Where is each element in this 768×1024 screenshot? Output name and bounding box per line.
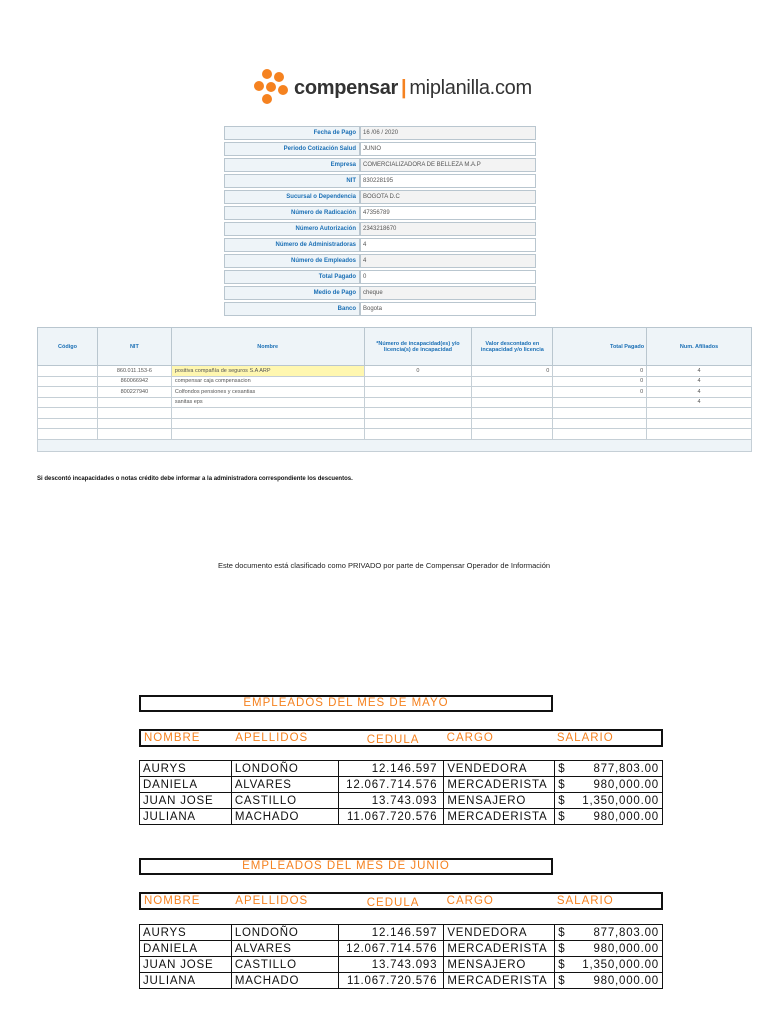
cell-empty: [38, 418, 98, 429]
salary-value: 877,803.00: [593, 762, 659, 775]
info-label: Sucursal o Dependencia: [224, 190, 360, 204]
cell-nombre: AURYS: [140, 925, 232, 941]
cell-cargo: MERCADERISTA: [444, 941, 555, 957]
info-row-empleados: [224, 254, 536, 268]
table-row: [140, 809, 663, 825]
logo-brand: compensar: [294, 76, 399, 99]
info-label: Empresa: [224, 158, 360, 172]
header-cedula: CEDULA: [366, 734, 420, 746]
logo-site: miplanilla.com: [409, 76, 532, 99]
cell-nit: 800227940: [97, 387, 171, 398]
currency-symbol: $: [558, 942, 566, 955]
table-row: [140, 925, 663, 941]
cell-valor-descontado: [472, 376, 553, 387]
table-row: [38, 387, 752, 398]
cell-apellidos: CASTILLO: [231, 793, 339, 809]
administradoras-table: [37, 327, 752, 452]
table-row: [140, 957, 663, 973]
info-value: 830228195: [360, 174, 536, 188]
cell-cedula: 13.743.093: [339, 793, 444, 809]
info-label: Número de Radicación: [224, 206, 360, 220]
cell-nombre: DANIELA: [140, 941, 232, 957]
info-value: cheque: [360, 286, 536, 300]
cell-afiliados: 4: [647, 397, 752, 408]
cell-apellidos: ALVARES: [231, 777, 339, 793]
cell-total-pagado: [553, 397, 647, 408]
info-label: Número de Administradoras: [224, 238, 360, 252]
info-label: Fecha de Pago: [224, 126, 360, 140]
cell-nombre: AURYS: [140, 761, 232, 777]
cell-incapacidades: [364, 376, 472, 387]
cell-empty: [97, 429, 171, 440]
cell-cedula: 12.146.597: [339, 761, 444, 777]
empleados-mayo-header: [139, 729, 663, 747]
header-salario: SALARIO: [556, 732, 614, 744]
cell-empty: [171, 408, 364, 419]
info-label: Número Autorización: [224, 222, 360, 236]
col-header-codigo: Código: [38, 328, 98, 366]
header-apellidos: APELLIDOS: [235, 732, 309, 744]
info-value: 4: [360, 254, 536, 268]
info-row-medio-pago: [224, 286, 536, 300]
cell-empty: [472, 408, 553, 419]
cell-cargo: MERCADERISTA: [444, 973, 555, 989]
cell-total-pagado: 0: [553, 366, 647, 377]
info-value: 47356789: [360, 206, 536, 220]
info-value: JUNIO: [360, 142, 536, 156]
cell-empty: [472, 418, 553, 429]
cell-cedula: 12.146.597: [339, 925, 444, 941]
info-value: BOGOTA D.C: [360, 190, 536, 204]
currency-symbol: $: [558, 794, 566, 807]
cell-cargo: VENDEDORA: [444, 761, 555, 777]
info-row-periodo: [224, 142, 536, 156]
cell-nombre: compensar caja compensacion: [171, 376, 364, 387]
col-header-incapacidades: *Número de incapacidad(es) y/o licencia(s) de incapacidad: [364, 328, 472, 366]
info-row-nit: [224, 174, 536, 188]
cell-apellidos: CASTILLO: [231, 957, 339, 973]
cell-empty: [647, 408, 752, 419]
info-value: COMERCIALIZADORA DE BELLEZA M.A.P: [360, 158, 536, 172]
header-nombre: NOMBRE: [144, 895, 201, 907]
privacy-notice: Este documento está clasificado como PRIVADO por parte de Compensar Operador de Información: [217, 561, 551, 570]
table-row: [38, 429, 752, 440]
cell-incapacidades: 0: [364, 366, 472, 377]
table-row: [38, 418, 752, 429]
logo-separator: |: [401, 76, 407, 99]
payment-info-table: [224, 126, 536, 318]
table-row: [38, 397, 752, 408]
info-row-total-pagado: [224, 270, 536, 284]
compensar-logo: [252, 68, 532, 108]
cell-apellidos: MACHADO: [231, 809, 339, 825]
cell-cargo: VENDEDORA: [444, 925, 555, 941]
info-row-empresa: [224, 158, 536, 172]
cell-cedula: 11.067.720.576: [339, 809, 444, 825]
currency-symbol: $: [558, 778, 566, 791]
header-apellidos: APELLIDOS: [235, 895, 309, 907]
empleados-junio-table: [139, 924, 663, 989]
currency-symbol: $: [558, 762, 566, 775]
cell-salario: [555, 761, 663, 777]
cell-valor-descontado: [472, 387, 553, 398]
info-label: Total Pagado: [224, 270, 360, 284]
empleados-mayo-title: EMPLEADOS DEL MES DE MAYO: [139, 695, 553, 712]
col-header-afiliados: Num. Afiliados: [647, 328, 752, 366]
header-salario: SALARIO: [556, 895, 614, 907]
cell-apellidos: LONDOÑO: [231, 925, 339, 941]
cell-empty: [472, 429, 553, 440]
col-header-valor-descontado: Valor descontado en incapacidad y/o licencia: [472, 328, 553, 366]
cell-salario: [555, 941, 663, 957]
cell-codigo: [38, 376, 98, 387]
info-label: Medio de Pago: [224, 286, 360, 300]
empleados-junio-title: EMPLEADOS DEL MES DE JUNIO: [139, 858, 553, 875]
table-row: [140, 793, 663, 809]
cell-empty: [647, 418, 752, 429]
cell-nit: [97, 397, 171, 408]
cell-empty: [38, 429, 98, 440]
cell-incapacidades: [364, 387, 472, 398]
cell-codigo: [38, 366, 98, 377]
cell-empty: [364, 429, 472, 440]
salary-value: 1,350,000.00: [582, 958, 659, 971]
cell-cedula: 11.067.720.576: [339, 973, 444, 989]
info-label: Periodo Cotización Salud: [224, 142, 360, 156]
cell-nombre: JULIANA: [140, 809, 232, 825]
table-footer-row: [38, 439, 752, 451]
info-row-administradoras: [224, 238, 536, 252]
cell-nombre: Colfondos pensiones y cesantias: [171, 387, 364, 398]
info-row-fecha-pago: [224, 126, 536, 140]
table-row: [38, 376, 752, 387]
cell-empty: [171, 429, 364, 440]
cell-cargo: MERCADERISTA: [444, 809, 555, 825]
cell-cedula: 12.067.714.576: [339, 941, 444, 957]
header-cargo: CARGO: [446, 895, 494, 907]
cell-empty: [553, 418, 647, 429]
table-row: [140, 973, 663, 989]
header-cedula: CEDULA: [366, 897, 420, 909]
cell-salario: [555, 793, 663, 809]
info-value: 0: [360, 270, 536, 284]
cell-empty: [364, 418, 472, 429]
cell-empty: [97, 418, 171, 429]
cell-footer: [38, 439, 752, 451]
table-header-row: [38, 328, 752, 366]
cell-nombre: JULIANA: [140, 973, 232, 989]
compensar-dots-icon: [252, 69, 290, 107]
cell-empty: [38, 408, 98, 419]
salary-value: 980,000.00: [593, 778, 659, 791]
cell-nombre: JUAN JOSE: [140, 793, 232, 809]
cell-empty: [647, 429, 752, 440]
info-row-autorizacion: [224, 222, 536, 236]
info-value: Bogota: [360, 302, 536, 316]
cell-nombre: JUAN JOSE: [140, 957, 232, 973]
table-row: [38, 366, 752, 377]
table-row: [38, 408, 752, 419]
cell-salario: [555, 957, 663, 973]
col-header-nombre: Nombre: [171, 328, 364, 366]
cell-empty: [553, 429, 647, 440]
salary-value: 980,000.00: [593, 974, 659, 987]
salary-value: 980,000.00: [593, 810, 659, 823]
cell-codigo: [38, 397, 98, 408]
empleados-mayo-table: [139, 760, 663, 825]
cell-cargo: MERCADERISTA: [444, 777, 555, 793]
cell-nit: 860066942: [97, 376, 171, 387]
descuentos-note: Si descontó incapacidades o notas crédito debe informar a la administradora correspondiente los descuentos.: [37, 476, 353, 482]
info-value: 2343218670: [360, 222, 536, 236]
cell-empty: [553, 408, 647, 419]
cell-salario: [555, 973, 663, 989]
salary-value: 980,000.00: [593, 942, 659, 955]
cell-salario: [555, 809, 663, 825]
cell-empty: [364, 408, 472, 419]
empleados-junio-header: [139, 892, 663, 910]
info-row-sucursal: [224, 190, 536, 204]
table-row: [140, 761, 663, 777]
cell-nit: 860.011.153-6: [97, 366, 171, 377]
cell-valor-descontado: [472, 397, 553, 408]
cell-cedula: 13.743.093: [339, 957, 444, 973]
cell-empty: [97, 408, 171, 419]
cell-apellidos: LONDOÑO: [231, 761, 339, 777]
logo-text: [294, 77, 532, 100]
cell-apellidos: ALVARES: [231, 941, 339, 957]
table-row: [140, 941, 663, 957]
table-row: [140, 777, 663, 793]
cell-afiliados: 4: [647, 376, 752, 387]
cell-apellidos: MACHADO: [231, 973, 339, 989]
cell-empty: [171, 418, 364, 429]
header-nombre: NOMBRE: [144, 732, 201, 744]
info-value: 16 /06 / 2020: [360, 126, 536, 140]
info-row-radicacion: [224, 206, 536, 220]
cell-total-pagado: 0: [553, 387, 647, 398]
col-header-nit: NIT: [97, 328, 171, 366]
salary-value: 1,350,000.00: [582, 794, 659, 807]
info-label: NIT: [224, 174, 360, 188]
header-cargo: CARGO: [446, 732, 494, 744]
cell-total-pagado: 0: [553, 376, 647, 387]
currency-symbol: $: [558, 974, 566, 987]
cell-nombre: sanitas eps: [171, 397, 364, 408]
cell-afiliados: 4: [647, 387, 752, 398]
cell-cargo: MENSAJERO: [444, 957, 555, 973]
cell-nombre: positiva compañía de seguros S.A ARP: [171, 366, 364, 377]
cell-nombre: DANIELA: [140, 777, 232, 793]
currency-symbol: $: [558, 958, 566, 971]
cell-codigo: [38, 387, 98, 398]
info-label: Banco: [224, 302, 360, 316]
info-row-banco: [224, 302, 536, 316]
currency-symbol: $: [558, 810, 566, 823]
currency-symbol: $: [558, 926, 566, 939]
col-header-total-pagado: Total Pagado: [553, 328, 647, 366]
info-value: 4: [360, 238, 536, 252]
cell-incapacidades: [364, 397, 472, 408]
info-label: Número de Empleados: [224, 254, 360, 268]
cell-salario: [555, 925, 663, 941]
cell-afiliados: 4: [647, 366, 752, 377]
cell-salario: [555, 777, 663, 793]
cell-cargo: MENSAJERO: [444, 793, 555, 809]
cell-valor-descontado: 0: [472, 366, 553, 377]
salary-value: 877,803.00: [593, 926, 659, 939]
cell-cedula: 12.067.714.576: [339, 777, 444, 793]
